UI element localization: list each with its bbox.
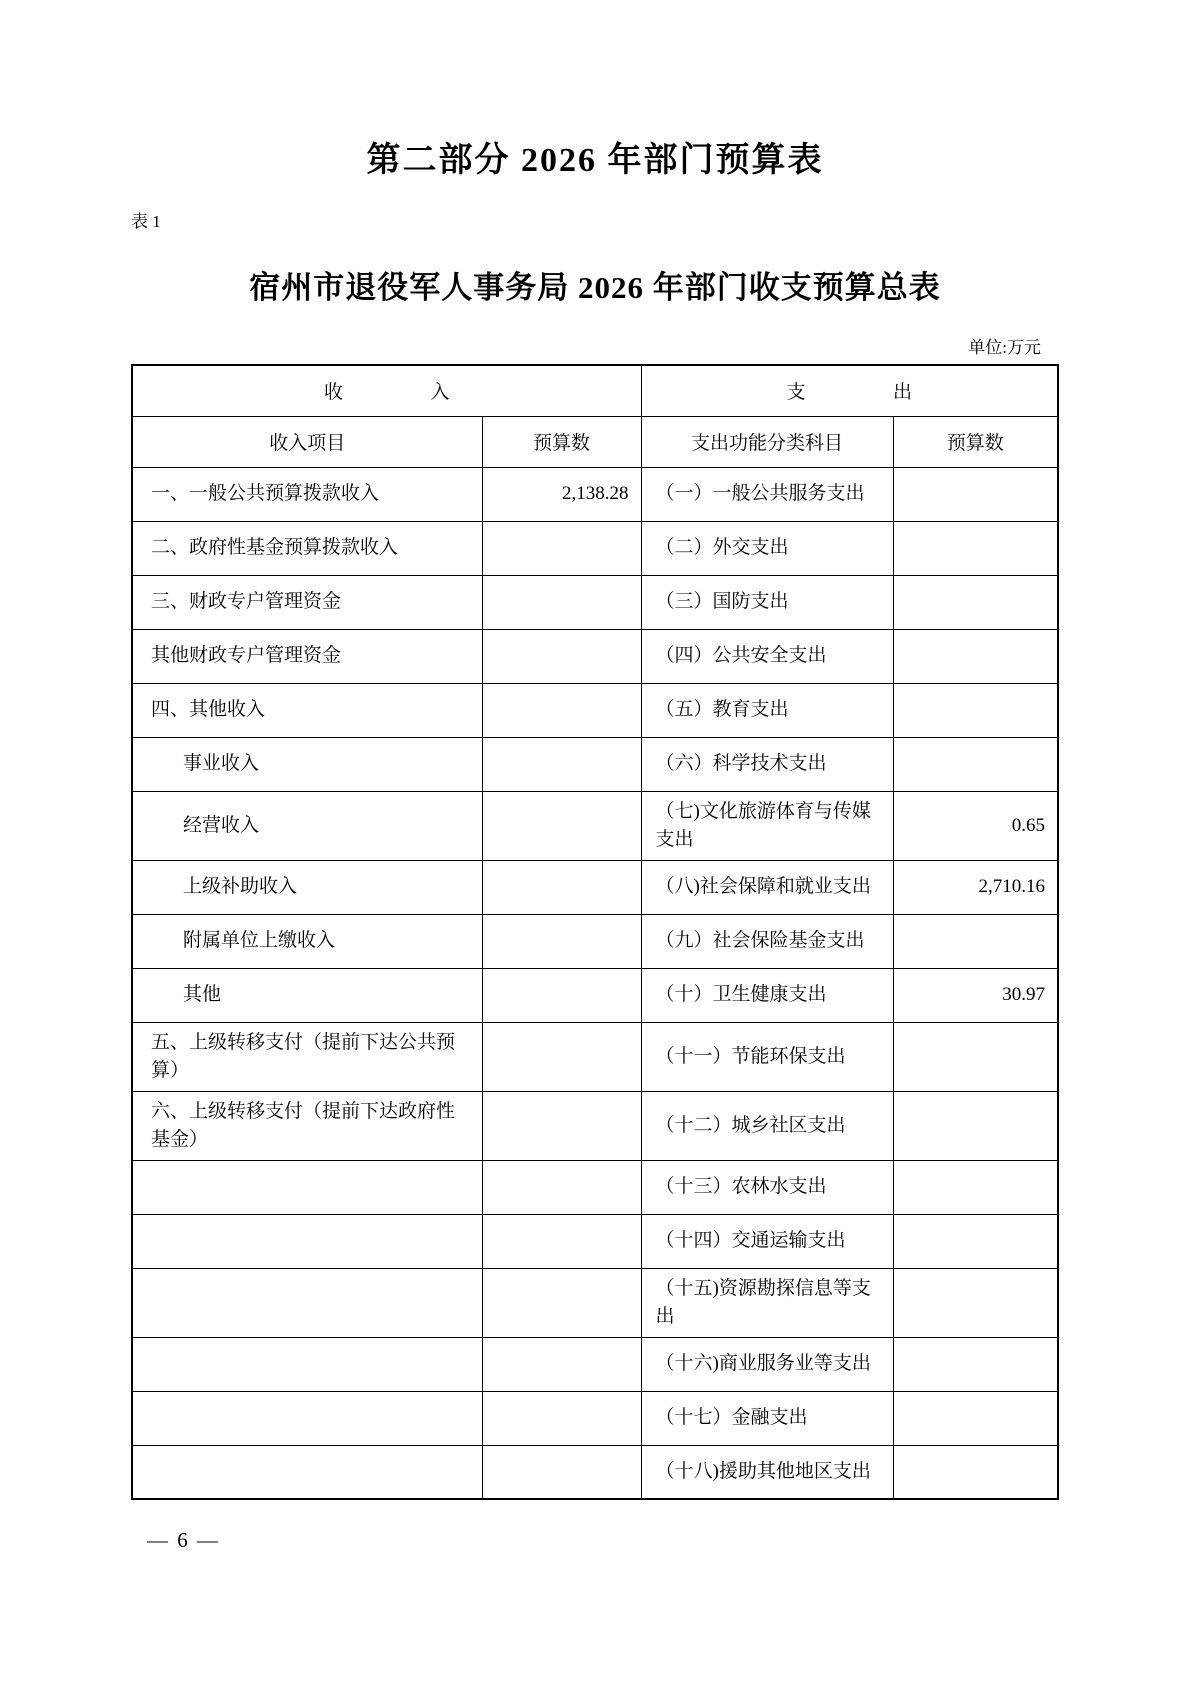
expense-budget-cell	[893, 1445, 1058, 1499]
expense-budget-cell	[893, 1337, 1058, 1391]
income-item-cell	[132, 1214, 482, 1268]
table-row	[132, 1214, 1058, 1268]
table-row	[132, 1268, 1058, 1337]
expense-category-cell: （十六)商业服务业等支出	[641, 1337, 893, 1391]
expense-category-cell: （四）公共安全支出	[641, 629, 893, 683]
income-item-cell	[132, 1337, 482, 1391]
column-header-expense-category: 支出功能分类科目	[641, 416, 893, 467]
income-item-cell: 六、上级转移支付（提前下达政府性基金）	[132, 1091, 482, 1160]
expense-budget-cell: 0.65	[893, 791, 1058, 860]
column-header-income-item: 收入项目	[132, 416, 482, 467]
income-budget-cell	[482, 1022, 641, 1091]
table-row	[132, 1022, 1058, 1091]
expense-section-header: 支出	[641, 365, 1058, 416]
income-item-cell: 附属单位上缴收入	[132, 914, 482, 968]
income-budget-cell	[482, 968, 641, 1022]
expense-category-cell: （七)文化旅游体育与传媒支出	[641, 791, 893, 860]
income-budget-cell	[482, 791, 641, 860]
income-budget-cell	[482, 1391, 641, 1445]
expense-budget-cell	[893, 521, 1058, 575]
column-header-income-budget: 预算数	[482, 416, 641, 467]
budget-table	[131, 364, 1059, 1500]
income-item-cell: 其他	[132, 968, 482, 1022]
budget-table-body	[132, 467, 1058, 1499]
expense-budget-cell	[893, 1091, 1058, 1160]
expense-budget-cell	[893, 737, 1058, 791]
table-row	[132, 1445, 1058, 1499]
income-item-cell: 五、上级转移支付（提前下达公共预算）	[132, 1022, 482, 1091]
income-item-cell: 上级补助收入	[132, 860, 482, 914]
table-row	[132, 1391, 1058, 1445]
income-section-header: 收入	[132, 365, 641, 416]
income-budget-cell	[482, 860, 641, 914]
income-budget-cell	[482, 914, 641, 968]
expense-budget-cell: 2,710.16	[893, 860, 1058, 914]
expense-category-cell: （十一）节能环保支出	[641, 1022, 893, 1091]
table-label: 表 1	[131, 212, 161, 231]
income-budget-cell	[482, 1268, 641, 1337]
expense-budget-cell	[893, 1391, 1058, 1445]
table-row	[132, 1160, 1058, 1214]
table-row	[132, 683, 1058, 737]
expense-category-cell: （二）外交支出	[641, 521, 893, 575]
income-item-cell	[132, 1268, 482, 1337]
column-header-expense-budget: 预算数	[893, 416, 1058, 467]
expense-budget-cell	[893, 467, 1058, 521]
expense-category-cell: （八)社会保障和就业支出	[641, 860, 893, 914]
income-item-cell: 其他财政专户管理资金	[132, 629, 482, 683]
income-item-cell	[132, 1160, 482, 1214]
table-row	[132, 968, 1058, 1022]
expense-category-cell: （一）一般公共服务支出	[641, 467, 893, 521]
income-budget-cell	[482, 575, 641, 629]
expense-budget-cell	[893, 683, 1058, 737]
expense-budget-cell	[893, 914, 1058, 968]
expense-budget-cell	[893, 1160, 1058, 1214]
table-row	[132, 467, 1058, 521]
income-item-cell: 经营收入	[132, 791, 482, 860]
expense-category-cell: （五）教育支出	[641, 683, 893, 737]
table-row	[132, 860, 1058, 914]
page-content	[131, 0, 1059, 1553]
section-header-row	[132, 365, 1058, 416]
income-budget-cell	[482, 1160, 641, 1214]
income-budget-cell	[482, 1445, 641, 1499]
expense-category-cell: （六）科学技术支出	[641, 737, 893, 791]
table-title: 宿州市退役军人事务局 2026 年部门收支预算总表	[249, 270, 941, 305]
income-budget-cell	[482, 1091, 641, 1160]
income-budget-cell	[482, 683, 641, 737]
expense-category-cell: （十五)资源勘探信息等支出	[641, 1268, 893, 1337]
income-budget-cell: 2,138.28	[482, 467, 641, 521]
page-number: — 6 —	[147, 1528, 220, 1552]
expense-category-cell: （三）国防支出	[641, 575, 893, 629]
section-title: 第二部分 2026 年部门预算表	[366, 142, 824, 179]
table-row	[132, 1091, 1058, 1160]
expense-budget-cell	[893, 575, 1058, 629]
income-item-cell: 三、财政专户管理资金	[132, 575, 482, 629]
income-budget-cell	[482, 1214, 641, 1268]
expense-category-cell: （十二）城乡社区支出	[641, 1091, 893, 1160]
expense-category-cell: （十七）金融支出	[641, 1391, 893, 1445]
table-row	[132, 629, 1058, 683]
income-item-cell: 一、一般公共预算拨款收入	[132, 467, 482, 521]
income-item-cell	[132, 1391, 482, 1445]
income-item-cell: 二、政府性基金预算拨款收入	[132, 521, 482, 575]
table-row	[132, 737, 1058, 791]
table-row	[132, 914, 1058, 968]
expense-category-cell: （十八)援助其他地区支出	[641, 1445, 893, 1499]
column-header-row	[132, 416, 1058, 467]
table-row	[132, 791, 1058, 860]
expense-category-cell: （十四）交通运输支出	[641, 1214, 893, 1268]
income-budget-cell	[482, 629, 641, 683]
income-item-cell: 四、其他收入	[132, 683, 482, 737]
income-item-cell	[132, 1445, 482, 1499]
income-item-cell: 事业收入	[132, 737, 482, 791]
expense-category-cell: （九）社会保险基金支出	[641, 914, 893, 968]
income-budget-cell	[482, 521, 641, 575]
expense-budget-cell: 30.97	[893, 968, 1058, 1022]
expense-budget-cell	[893, 1214, 1058, 1268]
expense-budget-cell	[893, 1268, 1058, 1337]
table-row	[132, 1337, 1058, 1391]
expense-budget-cell	[893, 1022, 1058, 1091]
table-row	[132, 521, 1058, 575]
unit-note: 单位:万元	[968, 338, 1041, 357]
expense-category-cell: （十）卫生健康支出	[641, 968, 893, 1022]
expense-budget-cell	[893, 629, 1058, 683]
table-row	[132, 575, 1058, 629]
income-budget-cell	[482, 1337, 641, 1391]
income-budget-cell	[482, 737, 641, 791]
expense-category-cell: （十三）农林水支出	[641, 1160, 893, 1214]
